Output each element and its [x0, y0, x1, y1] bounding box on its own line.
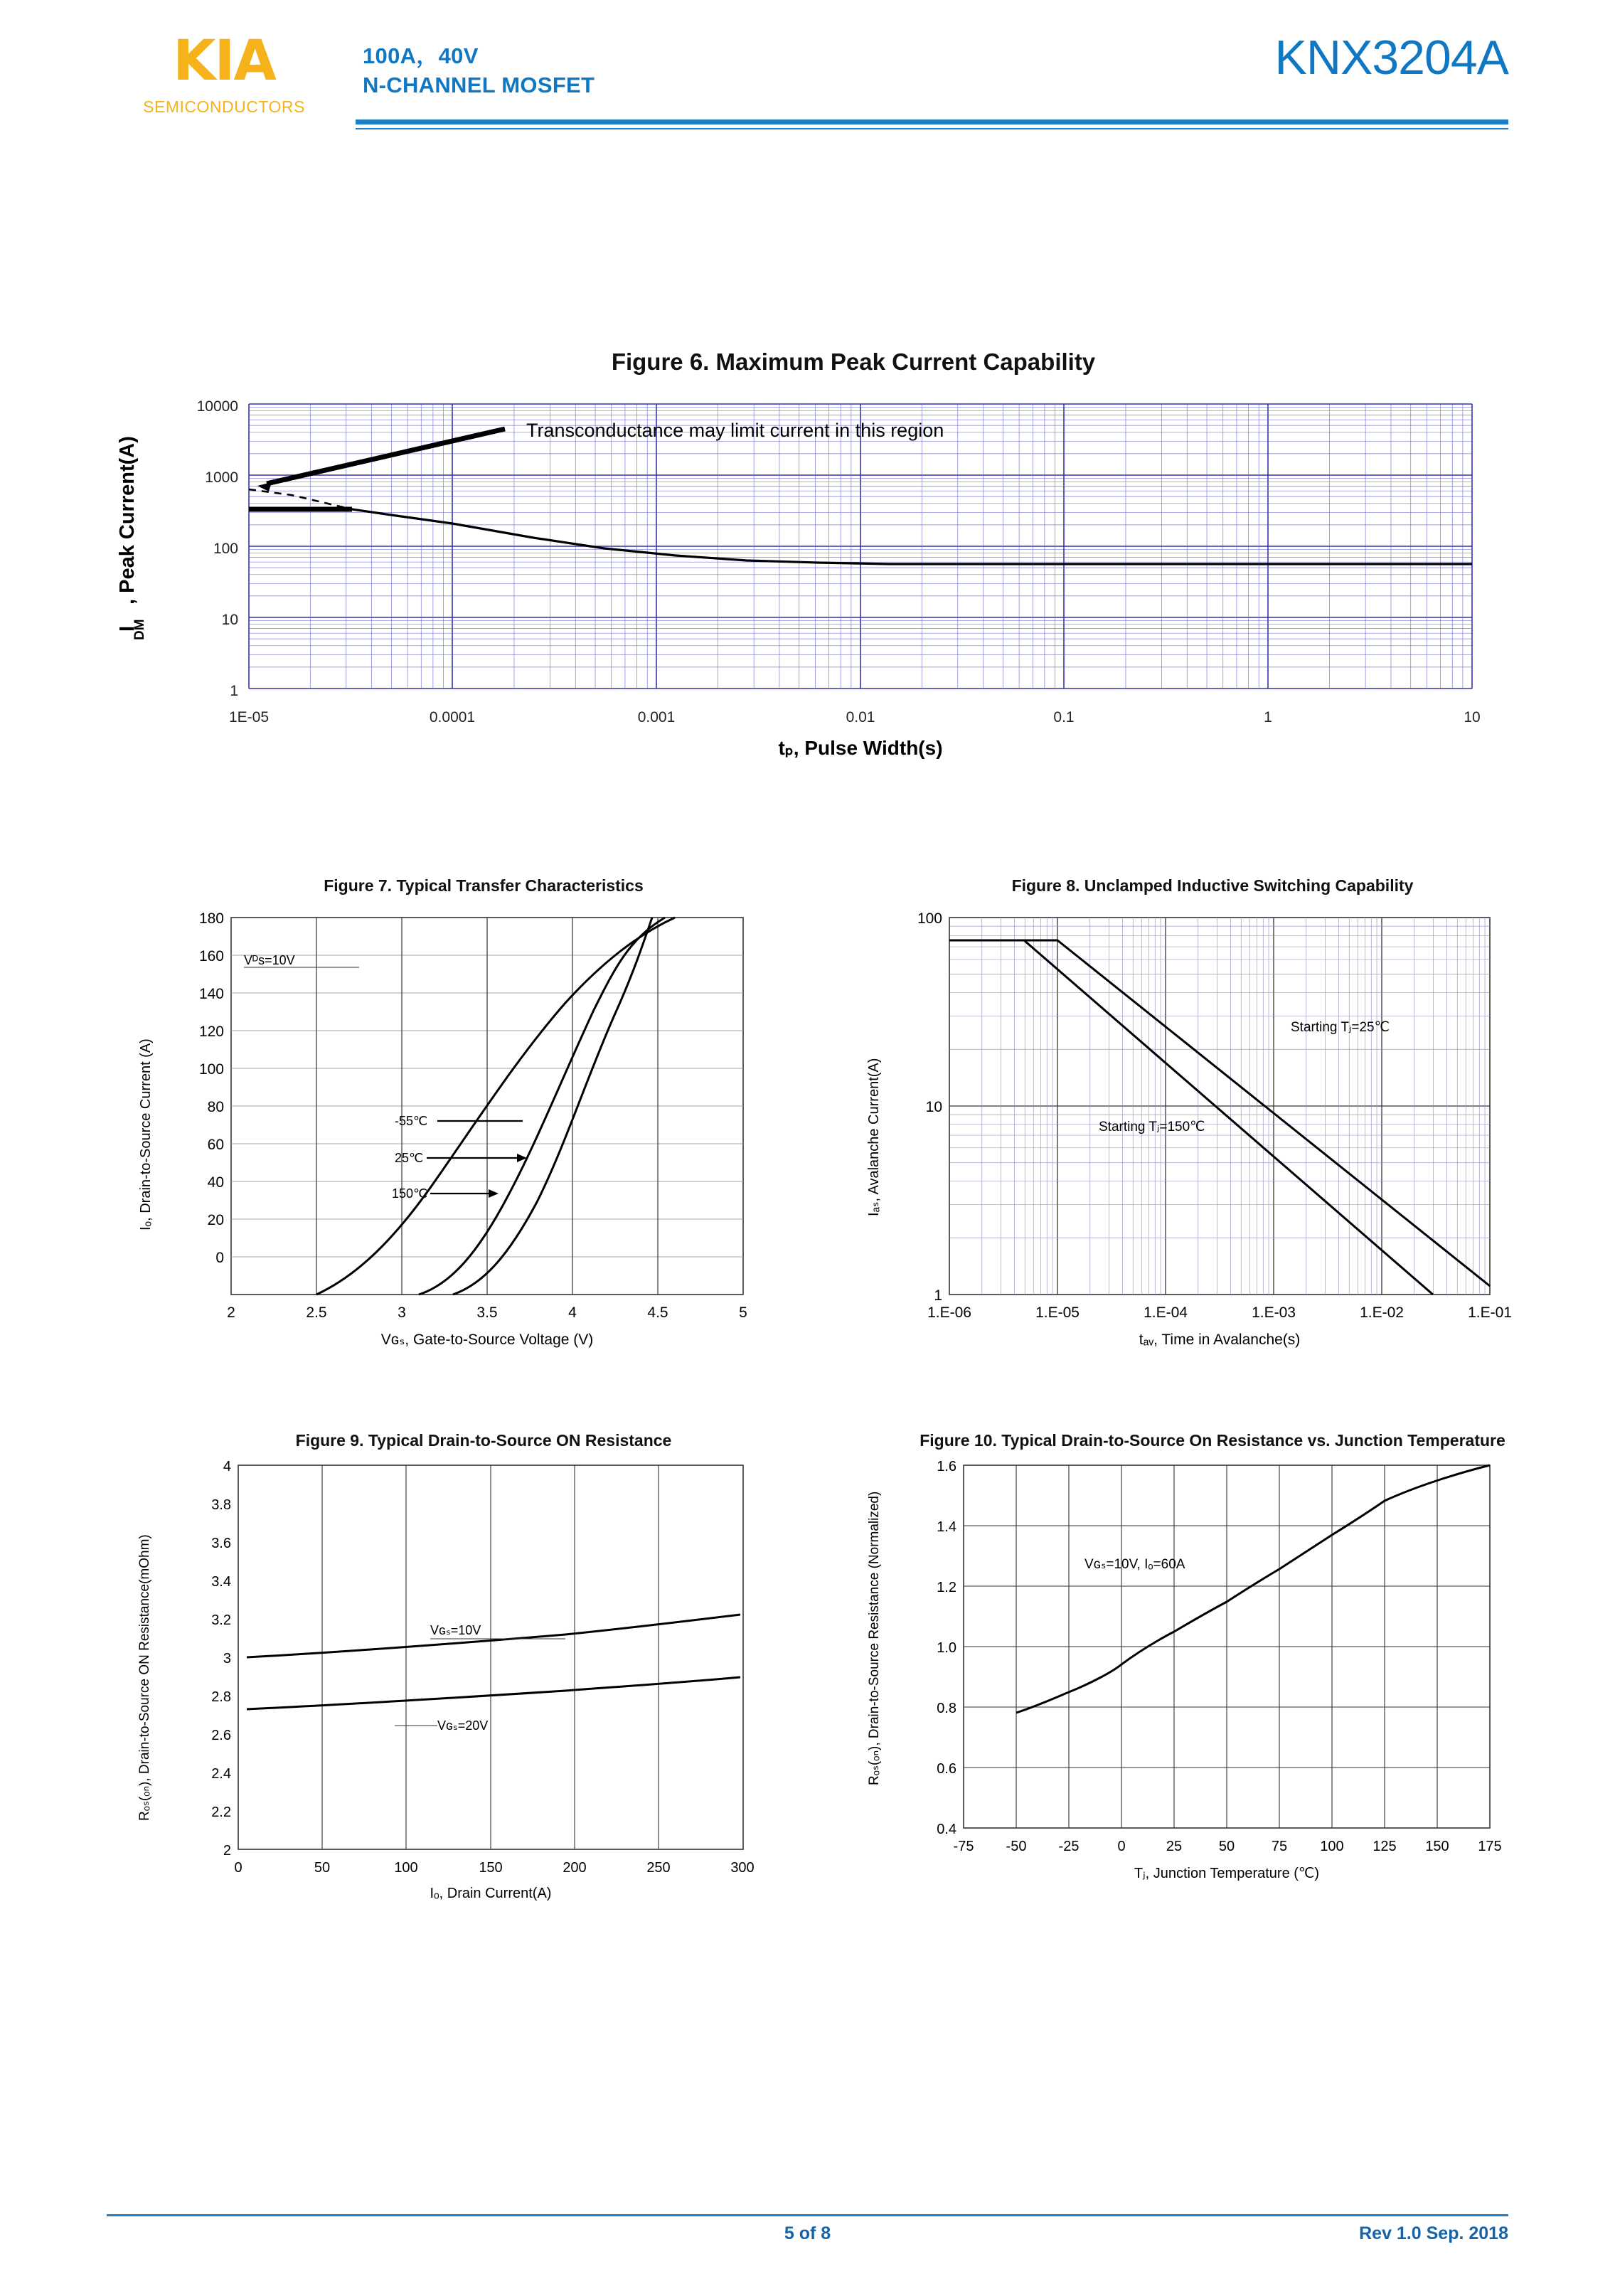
- figure-9-ytick-9: 3.8: [211, 1497, 231, 1513]
- figure-8-xtick-3: 1.E-03: [1252, 1304, 1296, 1321]
- figure-10-xtick-10: 175: [1478, 1839, 1502, 1854]
- figure-9-xlabel: Iₒ, Drain Current(A): [430, 1886, 552, 1901]
- figure-6-title: Figure 6. Maximum Peak Current Capability: [611, 349, 1096, 375]
- figure-7-title: Figure 7. Typical Transfer Characteristics: [324, 876, 644, 895]
- figure-10-xtick-4: 25: [1166, 1839, 1183, 1854]
- header-divider-thin: [356, 128, 1508, 129]
- figure-10-ytick-6: 1.6: [937, 1459, 956, 1474]
- figure-8-ytick-0: 1: [934, 1287, 942, 1304]
- footer-divider: [107, 2214, 1508, 2216]
- figure-8-plot: [850, 896, 1575, 1351]
- figure-10-ytick-3: 1.0: [937, 1640, 956, 1656]
- figure-9-title: Figure 9. Typical Drain-to-Source ON Resistance: [295, 1431, 672, 1450]
- figure-7-ytick-5: 100: [198, 1061, 224, 1078]
- figure-10-title-line1: Figure 10. Typical Drain-to-Source On Resistance vs. Junction Temperature: [920, 1431, 1505, 1450]
- figure-7-ytick-6: 120: [198, 1024, 224, 1040]
- figure-7-xtick-2: 3: [398, 1304, 406, 1321]
- figure-8-annotation-25c: Starting Tⱼ=25℃: [1291, 1020, 1390, 1035]
- figure-10-xtick-9: 150: [1425, 1839, 1449, 1854]
- figure-10-title: [850, 1430, 1575, 1451]
- figure-9-curve-vgs20: [247, 1677, 740, 1709]
- figure-6-xlabel: tₚ, Pulse Width(s): [778, 737, 943, 759]
- svg-text:, Peak Current(A): , Peak Current(A): [116, 436, 139, 605]
- figure-7-xtick-5: 4.5: [647, 1304, 668, 1321]
- figure-10-xtick-3: 0: [1117, 1839, 1126, 1854]
- figure-6-xtick-0: 1E-05: [228, 709, 270, 726]
- product-title: [363, 41, 595, 100]
- figure-9-annotation-vgs20: Vɢₛ=20V: [437, 1718, 489, 1733]
- figure-8: [850, 875, 1575, 1373]
- figure-7-plot: [124, 896, 843, 1351]
- figure-7-ytick-9: 180: [198, 910, 224, 927]
- figure-10-xtick-5: 50: [1218, 1839, 1235, 1854]
- svg-text:DM: DM: [132, 619, 147, 640]
- figure-10-xtick-7: 100: [1320, 1839, 1344, 1854]
- figure-6-xtick-1: 0.0001: [429, 709, 476, 726]
- figure-9-ytick-4: 2.8: [211, 1689, 231, 1705]
- figure-10-ytick-5: 1.4: [937, 1519, 956, 1535]
- figure-9-curve-vgs10: [247, 1615, 740, 1657]
- figure-9-xtick-1: 50: [314, 1860, 331, 1876]
- page-number: 5 of 8: [784, 2223, 831, 2243]
- product-title-line2: N-CHANNEL MOSFET: [363, 73, 595, 97]
- figure-7-annotation-25: 25℃: [395, 1151, 424, 1165]
- figure-7-ytick-3: 60: [207, 1137, 224, 1153]
- logo-wordmark: KIA: [173, 29, 275, 93]
- figure-10-xtick-1: -50: [1006, 1839, 1027, 1854]
- figure-7-xtick-0: 2: [227, 1304, 235, 1321]
- company-logo: [107, 29, 341, 117]
- figure-8-xtick-0: 1.E-06: [927, 1304, 971, 1321]
- figure-8-ytick-1: 10: [925, 1099, 942, 1115]
- figure-6-ytick-3: 1000: [205, 469, 238, 486]
- figure-10-xtick-0: -75: [953, 1839, 974, 1854]
- figure-10-xtick-2: -25: [1058, 1839, 1080, 1854]
- figure-10-ytick-1: 0.6: [937, 1761, 956, 1777]
- figure-9: [124, 1430, 843, 1928]
- figure-6-xtick-5: 1: [1264, 709, 1272, 726]
- figure-7-ytick-2: 40: [207, 1174, 224, 1191]
- figure-6-curve-dashed: [249, 489, 352, 509]
- figure-8-xlabel: tₐᵥ, Time in Avalanche(s): [1139, 1332, 1301, 1348]
- figure-6-xtick-6: 10: [1464, 709, 1481, 726]
- figure-9-ytick-2: 2.4: [211, 1766, 231, 1782]
- figure-6-xtick-3: 0.01: [846, 709, 875, 726]
- figure-9-annotation-vgs10: Vɢₛ=10V: [430, 1623, 481, 1637]
- figure-6-callout-arrow: [257, 482, 272, 491]
- figure-10: [850, 1430, 1575, 1928]
- figure-9-ytick-10: 4: [223, 1459, 231, 1474]
- figure-7-ytick-7: 140: [198, 986, 224, 1002]
- figure-7-xtick-3: 3.5: [476, 1304, 498, 1321]
- figure-8-xtick-5: 1.E-01: [1468, 1304, 1512, 1321]
- figure-8-annotation-150c: Starting Tⱼ=150℃: [1099, 1120, 1205, 1134]
- figure-7-xtick-6: 5: [739, 1304, 747, 1321]
- figure-6-annotation: Transconductance may limit current in this region: [526, 420, 944, 441]
- figure-9-xtick-2: 100: [394, 1860, 418, 1876]
- page-header: [107, 0, 1508, 164]
- figure-8-ylabel: Iₐₛ, Avalanche Current(A): [866, 1058, 882, 1216]
- figure-10-plot: [850, 1451, 1575, 1892]
- page-footer: [107, 2223, 1508, 2252]
- figure-10-ytick-4: 1.2: [937, 1580, 956, 1595]
- figure-7-ytick-4: 80: [207, 1099, 224, 1115]
- figure-7-ylabel: Iₒ, Drain-to-Source Current (A): [138, 1038, 154, 1231]
- figure-6-plot: [107, 376, 1515, 831]
- figure-6-xtick-2: 0.001: [637, 709, 676, 726]
- figure-8-title: Figure 8. Unclamped Inductive Switching Capability: [1011, 876, 1414, 895]
- figure-9-xtick-3: 150: [479, 1860, 503, 1876]
- figure-7-xlabel: Vɢₛ, Gate-to-Source Voltage (V): [380, 1332, 594, 1348]
- figure-6-ylabel: I: [116, 625, 139, 632]
- figure-9-xtick-0: 0: [234, 1860, 242, 1876]
- figure-9-ytick-0: 2: [223, 1843, 231, 1859]
- figure-9-ytick-8: 3.6: [211, 1536, 231, 1551]
- figure-10-xlabel: Tⱼ, Junction Temperature (℃): [1134, 1866, 1320, 1881]
- figure-8-curve-150c: [949, 940, 1433, 1295]
- figure-7-ytick-1: 20: [207, 1212, 224, 1228]
- figure-7-ytick-0: 0: [215, 1250, 224, 1266]
- figure-10-ytick-2: 0.8: [937, 1701, 956, 1716]
- figure-8-xtick-1: 1.E-05: [1035, 1304, 1080, 1321]
- revision-label: Rev 1.0 Sep. 2018: [1359, 2223, 1508, 2243]
- figure-9-ytick-3: 2.6: [211, 1728, 231, 1743]
- figure-9-ytick-7: 3.4: [211, 1574, 231, 1590]
- figure-6: [107, 349, 1515, 846]
- logo-subtitle: SEMICONDUCTORS: [143, 97, 305, 116]
- figure-10-xtick-8: 125: [1373, 1839, 1397, 1854]
- figure-9-ytick-6: 3.2: [211, 1612, 231, 1628]
- figure-7: [124, 875, 843, 1373]
- figure-6-ytick-4: 10000: [196, 398, 238, 415]
- figure-8-xtick-4: 1.E-02: [1360, 1304, 1404, 1321]
- figure-9-plot: [124, 1451, 843, 1906]
- figure-8-ytick-2: 100: [917, 910, 942, 927]
- figure-6-ytick-0: 1: [230, 683, 238, 699]
- figure-7-annotation-150: 150℃: [392, 1186, 428, 1201]
- figure-7-xtick-1: 2.5: [306, 1304, 327, 1321]
- figure-7-annotation-m55: -55℃: [395, 1114, 428, 1128]
- figure-10-ytick-0: 0.4: [937, 1822, 956, 1837]
- header-divider: [356, 119, 1508, 124]
- figure-7-ytick-8: 160: [198, 948, 224, 964]
- part-number: KNX3204A: [1274, 31, 1508, 85]
- figure-8-xtick-2: 1.E-04: [1144, 1304, 1188, 1321]
- figure-6-ytick-2: 100: [213, 541, 238, 557]
- figure-10-xtick-6: 75: [1271, 1839, 1288, 1854]
- figure-9-xtick-6: 300: [730, 1860, 755, 1876]
- figure-9-ytick-5: 3: [223, 1651, 231, 1667]
- figure-9-xtick-4: 200: [563, 1860, 587, 1876]
- figure-9-xtick-5: 250: [646, 1860, 671, 1876]
- figure-8-curve-25c: [949, 940, 1490, 1286]
- figure-7-annotation-vds: Vᴰs=10V: [244, 953, 295, 967]
- figure-10-annotation: Vɢₛ=10V, Iₒ=60A: [1084, 1557, 1185, 1572]
- figure-10-ylabel: Rₒₛ(ₒₙ), Drain-to-Source Resistance (Normalized): [867, 1491, 882, 1785]
- figure-6-xtick-4: 0.1: [1053, 709, 1075, 726]
- figure-6-ytick-1: 10: [221, 612, 238, 628]
- figure-9-ytick-1: 2.2: [211, 1805, 231, 1820]
- product-title-line1: 100A，40V: [363, 43, 479, 68]
- figure-10-curve: [1016, 1465, 1490, 1713]
- figure-9-ylabel: Rₒₛ(ₒₙ), Drain-to-Source ON Resistance(mOhm): [137, 1534, 152, 1821]
- figure-7-xtick-4: 4: [568, 1304, 577, 1321]
